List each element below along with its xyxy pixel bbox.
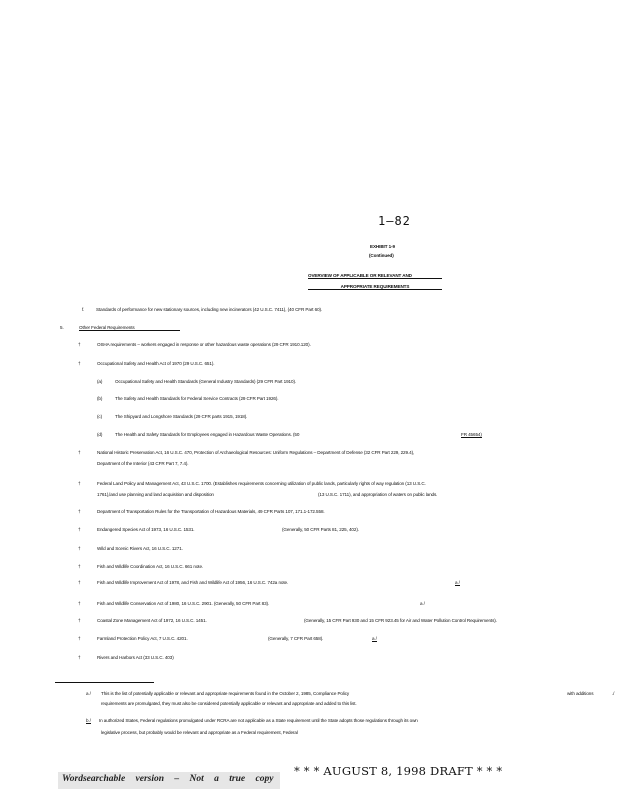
bullet-text: Coastal Zone Management Act of 1972, 16 U.S.C. 1451. (97, 618, 207, 623)
watermark-text: Wordsearchable version – Not a true copy (62, 774, 274, 784)
item-f-marker: f. (82, 307, 85, 312)
footnote-a-text-right: with additions (567, 691, 594, 696)
section-number: 5. (60, 325, 64, 330)
footnote-a-text-cont: requirements are promulgated, they must also be considered potentially applicable or relevant and appropriate and added to this list. (101, 701, 357, 706)
draft-stamp: * * * AUGUST 8, 1998 DRAFT * * * (294, 764, 503, 778)
sub-text: The Health and Safety Standards for Employees engaged in Hazardous Waste Operations. (50 (115, 432, 300, 437)
table-header-line1: OVERVIEW OF APPLICABLE OR RELEVANT AND (308, 273, 442, 279)
bullet-text-right: (Generally, 15 CFR Part 930 and 15 CFR 923.45 for Air and Water Pollution Control Requirements). (304, 618, 497, 623)
bullet-text-cont: Department of the Interior (43 CFR Part 7, 7.4). (97, 461, 189, 466)
sub-marker: (d) (97, 432, 103, 437)
sub-text: The Shipyard and Longshore Standards (29 CFR parts 1915, 1918). (115, 414, 248, 419)
footnote-a-text: This is the list of potentially applicable or relevant and appropriate requirements found in the October 2, 1985, Compliance Policy (101, 691, 350, 696)
sub-marker: (b) (97, 396, 103, 401)
bullet-text-cont-right: (13 U.S.C. 1711), and appropriation of waters on public lands. (318, 492, 438, 497)
bullet-marker: † (78, 361, 81, 366)
page-number: 1–82 (378, 214, 411, 228)
footnote-b-text-cont: legislative process, but probably would be relevant and appropriate as a Federal requirement, Federal (101, 730, 298, 735)
bullet-marker: † (78, 450, 81, 455)
bullet-marker: † (78, 342, 81, 347)
bullet-text: Occupational Safety and Health Act of 1970 (29 U.S.C. 651). (97, 361, 215, 366)
bullet-text-cont: 1761),land use planning and land acquisition and disposition (97, 492, 214, 497)
footnote-a-marker: a / (86, 691, 91, 696)
bullet-text: Endangered Species Act of 1973, 16 U.S.C. 1531. (97, 527, 195, 532)
exhibit-continued: (Continued) (369, 253, 394, 258)
bullet-text: Rivers and Harbors Act (33 U.S.C. 403) (97, 655, 174, 660)
bullet-text: Fish and Wildlife Improvement Act of 1978, and Fish and Wildlife Act of 1956, 16 U.S.C. 742a note. (97, 580, 289, 585)
bullet-text-right: (Generally, 7 CFR Part 658). (268, 636, 324, 641)
footnote-a-text-right2: ./ (612, 691, 615, 696)
bullet-text: Fish and Wildlife Conservation Act of 1980, 16 U.S.C. 2901. (Generally, 50 CFR Part 83). (97, 601, 270, 606)
sub-text: Occupational Safety and Health Standards (General Industry Standards) (29 CFR Part 1910). (115, 379, 297, 384)
bullet-marker: † (78, 655, 81, 660)
bullet-text: Department of Transportation Rules for the Transportation of Hazardous Materials, 49 CFR Parts 107, 171.1-172.558. (97, 509, 325, 514)
footnote-ref: a / (455, 580, 460, 585)
bullet-text: Farmland Protection Policy Act, 7 U.S.C. 4201. (97, 636, 188, 641)
bullet-marker: † (78, 564, 81, 569)
bullet-text: OSHA requirements – workers engaged in response or other hazardous waste operations (29 CFR 1910.120). (97, 342, 311, 347)
bullet-marker: † (78, 601, 81, 606)
bullet-marker: † (78, 527, 81, 532)
bullet-text: Fish and Wildlife Coordination Act, 16 U.S.C. 661 note. (97, 564, 204, 569)
bullet-text-right: (Generally, 50 CFR Parts 81, 225, 402). (282, 527, 359, 532)
footnote-rule (55, 682, 154, 683)
bullet-marker: † (78, 580, 81, 585)
footnote-ref: a / (372, 636, 377, 641)
item-f-text: Standards of performance for new stationary sources, including new incinerators (42 U.S.C. 7411), (40 CFR Part 60). (96, 307, 323, 312)
section-title: Other Federal Requirements (79, 325, 180, 331)
bullet-marker: † (78, 636, 81, 641)
sub-text-right: FR 45654) (461, 432, 482, 437)
bullet-marker: † (78, 481, 81, 486)
footnote-ref: a / (420, 601, 425, 606)
bullet-marker: † (78, 618, 81, 623)
sub-text: The Safety and Health Standards for Federal Service Contracts (29 CFR Part 1926). (115, 396, 279, 401)
sub-marker: (a) (97, 379, 103, 384)
bullet-marker: † (78, 546, 81, 551)
bullet-text: National Historic Preservation Act, 16 U.S.C. 470, Protection of Archaeological Resources: Uniform Regulations – Department of Defense (32 CFR Part 229, 229.4), (97, 450, 415, 455)
bullet-marker: † (78, 509, 81, 514)
bullet-text: Federal Land Policy and Management Act, 43 U.S.C. 1700. (Establishes requirements concerning utilization of public lands, particularly rights of way regulation (13 U.S.C. (97, 481, 426, 486)
table-header-line2: APPROPRIATE REQUIREMENTS (308, 284, 442, 290)
footnote-b-marker: b / (86, 718, 91, 723)
bullet-text: Wild and Scenic Rivers Act, 16 U.S.C. 1271. (97, 546, 183, 551)
exhibit-label: EXHIBIT 1-9 (370, 244, 395, 249)
sub-marker: (c) (97, 414, 103, 419)
footnote-b-text: In authorized States, Federal regulations promulgated under RCRA are not applicable as a State requirement until the State adopts those regulations through its own (99, 718, 418, 723)
